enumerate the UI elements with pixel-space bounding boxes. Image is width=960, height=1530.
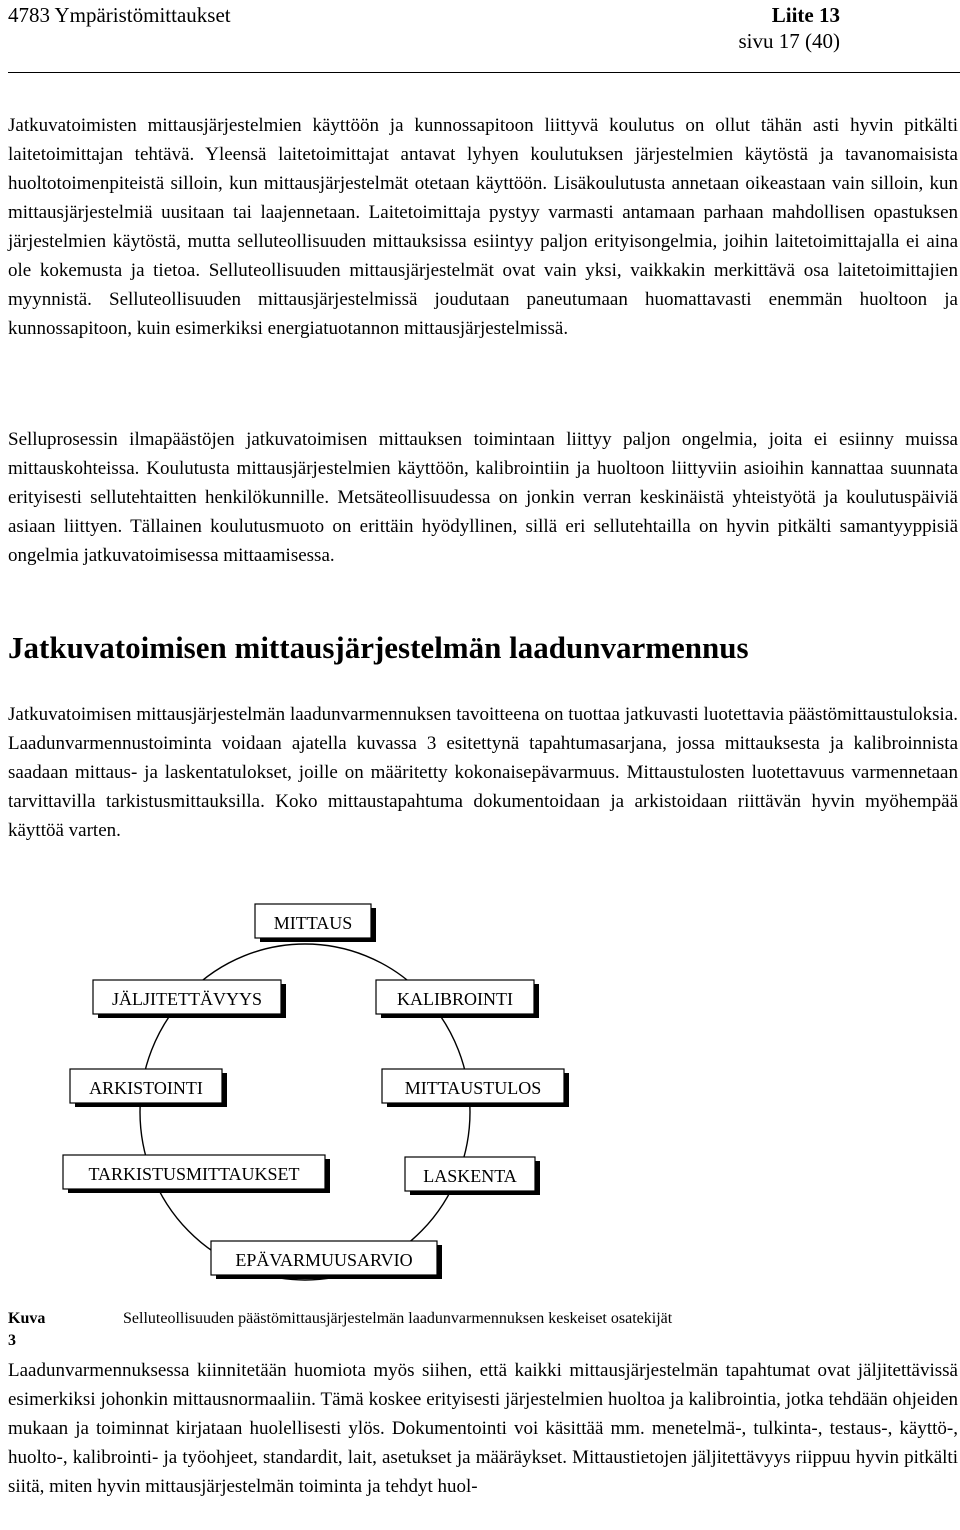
box-epavarmuusarvio-label: EPÄVARMUUSARVIO	[235, 1250, 413, 1270]
paragraph-traceability: Laadunvarmennuksessa kiinnitetään huomiota myös siihen, että kaikki mittausjärjestelmän tapahtumat ovat jäljitettävissä esimerkiksi johonkin mittausnormaaliin. Tämä koskee erityisesti järjestelmien huoltoa ja kalibrointia, jotka tehdään ohjeiden mukaan ja toiminnat kirjataan huolellisesti ylös. Dokumentointi voi käsittää mm. menetelmä-, tulkinta-, testaus-, käyttö-, huolto-, kalibrointi- ja työohjeet, standardit, lait, asetukset ja määräykset. Mittaustietojen jäljitettävyys riippuu hyvin pitkälti siitä, miten hyvin mittausjärjestelmän toiminta ja tehdyt huol-	[8, 1360, 958, 1497]
quality-assurance-diagram	[0, 880, 960, 1300]
box-jaljitettavyys-label: JÄLJITETTÄVYYS	[112, 989, 262, 1009]
header-report-title: 4783 Ympäristömittaukset	[8, 3, 231, 27]
box-tarkistusmittaukset	[63, 1155, 330, 1193]
box-mittaus	[255, 904, 376, 942]
paragraph-quality-assurance: Jatkuvatoimisen mittausjärjestelmän laadunvarmennuksen tavoitteena on tuottaa jatkuvasti luotettavia päästömittaustuloksia. Laadunvarmennustoiminta voidaan ajatella kuvassa 3 esitettynä tapahtumasarjana, jossa mittauksesta ja kalibroinnista saadaan mittaus- ja laskentatulokset, joille on määritetty kokonaisepävarmuus. Mittaustulosten luotettavuus varmennetaan tarvittavilla tarkistusmittauksilla. Koko mittaustapahtuma dokumentoidaan ja arkistoidaan riittävän hyvin myöhempää käyttöä varten.	[8, 704, 958, 841]
paragraph-training: Jatkuvatoimisten mittausjärjestelmien käyttöön ja kunnossapitoon liittyvä koulutus on ollut tähän asti hyvin pitkälti laitetoimittajan tehtävä. Yleensä laitetoimittajat antavat lyhyen koulutuksen järjestelmien käytöstä ja tavanomaisista huoltotoimenpiteistä silloin, kun mittausjärjestelmät otetaan käyttöön. Lisäkoulutusta annetaan oikeastaan vain silloin, kun mittausjärjestelmiä uusitaan tai laajennetaan. Laitetoimittaja pystyy varmasti antamaan parhaan mahdollisen opastuksen järjestelmien käytöstä, mutta selluteollisuuden mittauksissa esiintyy paljon erityisongelmia, joihin laitetoimittajalla ei aina ole kokemusta ja tietoa. Selluteollisuuden mittausjärjestelmät ovat vain yksi, vaikkakin merkittävä osa laitetoimittajien myynnistä. Selluteollisuuden mittausjärjestelmissä joudutaan paneutumaan huomattavasti enemmän huoltoon ja kunnossapitoon, kuin esimerkiksi energiatuotannon mittausjärjestelmissä.	[8, 115, 958, 339]
figure-caption-label: Kuva 3	[8, 1310, 46, 1349]
box-mittaustulos-label: MITTAUSTULOS	[404, 1078, 542, 1098]
box-kalibrointi-label: KALIBROINTI	[397, 989, 513, 1009]
section-heading: Jatkuvatoimisen mittausjärjestelmän laadunvarmennus	[8, 630, 749, 665]
box-jaljitettavyys	[93, 980, 286, 1018]
box-mittaustulos	[382, 1069, 569, 1107]
figure-caption-text: Selluteollisuuden päästömittausjärjestelmän laadunvarmennuksen keskeiset osatekijät	[123, 1310, 673, 1327]
box-epavarmuusarvio	[211, 1241, 442, 1279]
header-page-info	[739, 2, 841, 54]
box-laskenta	[405, 1157, 540, 1195]
box-laskenta-label: LASKENTA	[423, 1166, 517, 1186]
paragraph-process-problems: Selluprosessin ilmapäästöjen jatkuvatoimisen mittauksen toimintaan liittyy paljon ongelmia, joita ei esiinny muissa mittauskohteissa. Koulutusta mittausjärjestelmien käyttöön, kalibrointiin ja huoltoon liittyviin asioihin kannattaa suunnata erityisesti sellutehtaitten henkilökunnille. Metsäteollisuudessa on jonkin verran keskinäistä yhteistyötä ja koulutuspäiviä asiaan liittyen. Tällainen koulutusmuoto on erittäin hyödyllinen, sillä eri sellutehtailla on hyvin pitkälti samantyyppisiä ongelmia jatkuvatoimisessa mittaamisessa.	[8, 429, 958, 566]
header-page-number: sivu 17 (40)	[738, 29, 840, 53]
box-arkistointi	[70, 1069, 227, 1107]
box-kalibrointi	[376, 980, 539, 1018]
header-appendix-label: Liite 13	[771, 3, 840, 27]
box-tarkistusmittaukset-label: TARKISTUSMITTAUKSET	[88, 1164, 300, 1184]
header-divider	[8, 72, 960, 73]
box-arkistointi-label: ARKISTOINTI	[89, 1078, 203, 1098]
box-mittaus-label: MITTAUS	[273, 913, 353, 933]
